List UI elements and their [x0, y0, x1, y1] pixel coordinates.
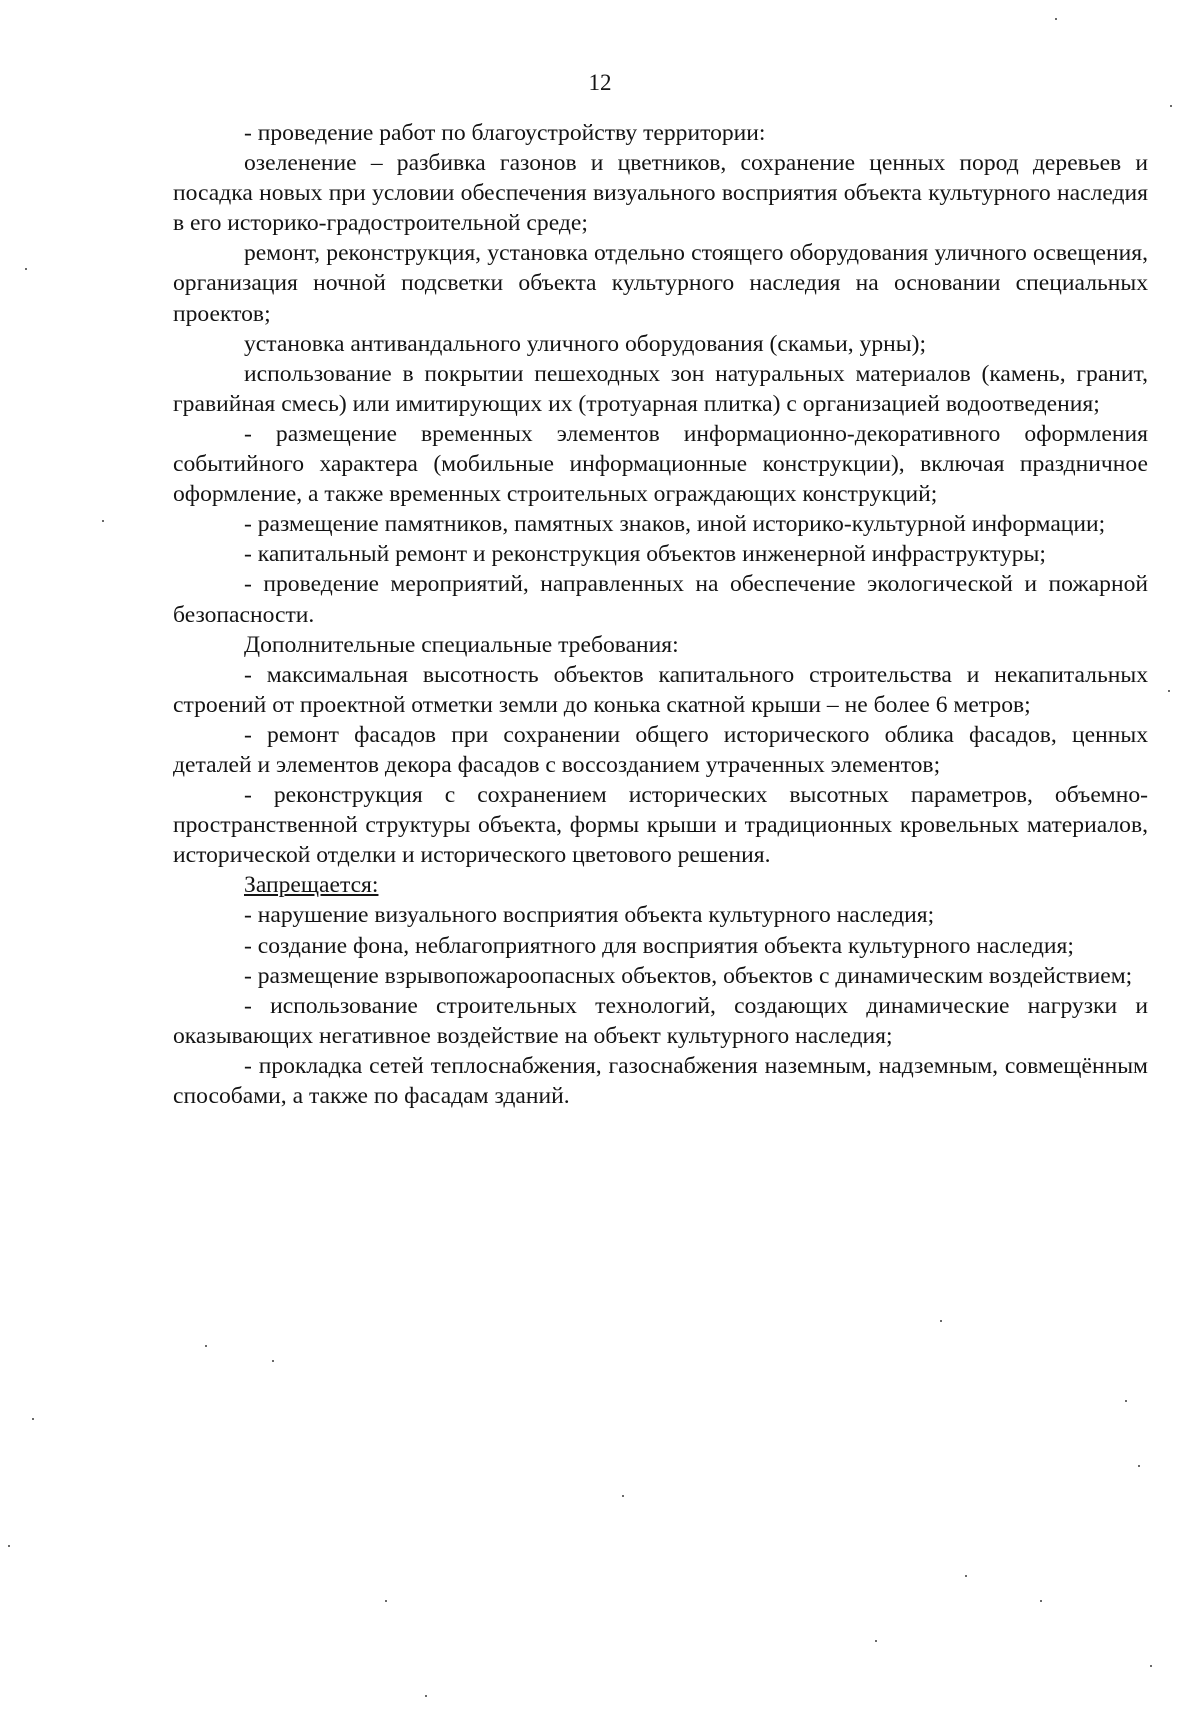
- scan-speck: [1150, 1665, 1152, 1667]
- scan-speck: [1125, 1400, 1127, 1402]
- scan-speck: [1168, 690, 1170, 692]
- paragraph-hazardous-objects: - размещение взрывопожароопасных объектов, объектов с динамическим воздействием;: [244, 962, 1133, 989]
- paragraph-landscaping-works: - проведение работ по благоустройству территории:: [244, 120, 766, 146]
- paragraph-greening: озеленение – разбивка газонов и цветников, сохранение ценных пород деревьев и посадка новых при условии обеспечения визуального восприятия объекта культурного наследия в его историко-градостроительной среде;: [173, 150, 1148, 237]
- paragraph-unfavorable-background: - создание фона, неблагоприятного для восприятия объекта культурного наследия;: [244, 932, 1074, 959]
- document-body: [173, 118, 1148, 1111]
- scan-speck: [1040, 1600, 1042, 1602]
- scan-speck: [1138, 1465, 1140, 1467]
- prohibited-heading: Запрещается:: [244, 872, 379, 899]
- paragraph-temporary-decor: - размещение временных элементов информационно-декоративного оформления событийного характера (мобильные информационные конструкции), включая праздничное оформление, а также временных строительных ограждающих конструкций;: [173, 420, 1148, 508]
- scan-speck: [425, 1695, 427, 1697]
- scan-speck: [32, 1418, 34, 1420]
- paragraph-safety-measures: - проведение мероприятий, направленных на обеспечение экологической и пожарной безопасности.: [173, 571, 1148, 628]
- paragraph-utility-networks: - прокладка сетей теплоснабжения, газоснабжения наземным, надземным, совмещённым способами, а также по фасадам зданий.: [173, 1052, 1148, 1109]
- scan-speck: [1170, 105, 1172, 107]
- scan-speck: [940, 1320, 942, 1322]
- paragraph-facade-repair: - ремонт фасадов при сохранении общего исторического облика фасадов, ценных деталей и элементов декора фасадов с воссозданием утраченных элементов;: [173, 721, 1148, 778]
- scan-speck: [965, 1575, 967, 1577]
- prohibited-heading-row: [173, 870, 1148, 900]
- scan-speck: [385, 1600, 387, 1602]
- paragraph-dynamic-loads: - использование строительных технологий, создающих динамические нагрузки и оказывающих негативное воздействие на объект культурного наследия;: [173, 992, 1148, 1049]
- scan-speck: [8, 1545, 10, 1547]
- scan-speck: [102, 520, 104, 522]
- scan-speck: [622, 1495, 624, 1497]
- scan-speck: [1055, 18, 1057, 20]
- paragraph-monuments: - размещение памятников, памятных знаков, иной историко-культурной информации;: [244, 511, 1106, 538]
- paragraph-max-height: - максимальная высотность объектов капитального строительства и некапитальных строений от проектной отметки земли до конька скатной крыши – не более 6 метров;: [173, 661, 1148, 718]
- paragraph-additional-requirements-heading: Дополнительные специальные требования:: [244, 631, 679, 658]
- scan-speck: [25, 268, 27, 270]
- paragraph-reconstruction: - реконструкция с сохранением исторических высотных параметров, объемно-пространственной структуры объекта, формы крыши и традиционных кровельных материалов, исторической отделки и исторического цветового решения.: [173, 782, 1148, 869]
- scan-speck: [205, 1345, 207, 1347]
- paragraph-pavement-materials: использование в покрытии пешеходных зон натуральных материалов (камень, гранит, гравийная смесь) или имитирующих их (тротуарная плитка) с организацией водоотведения;: [173, 360, 1148, 417]
- page-number: 12: [588, 70, 612, 95]
- paragraph-street-furniture: установка антивандального уличного оборудования (скамьи, урны);: [244, 330, 927, 357]
- paragraph-infrastructure-repair: - капитальный ремонт и реконструкция объектов инженерной инфраструктуры;: [244, 541, 1046, 568]
- paragraph-visual-perception: - нарушение визуального восприятия объекта культурного наследия;: [244, 902, 935, 929]
- scan-speck: [272, 1360, 274, 1362]
- scan-speck: [875, 1640, 877, 1642]
- paragraph-lighting: ремонт, реконструкция, установка отдельно стоящего оборудования уличного освещения, организация ночной подсветки объекта культурного наследия на основании специальных проектов;: [173, 240, 1148, 327]
